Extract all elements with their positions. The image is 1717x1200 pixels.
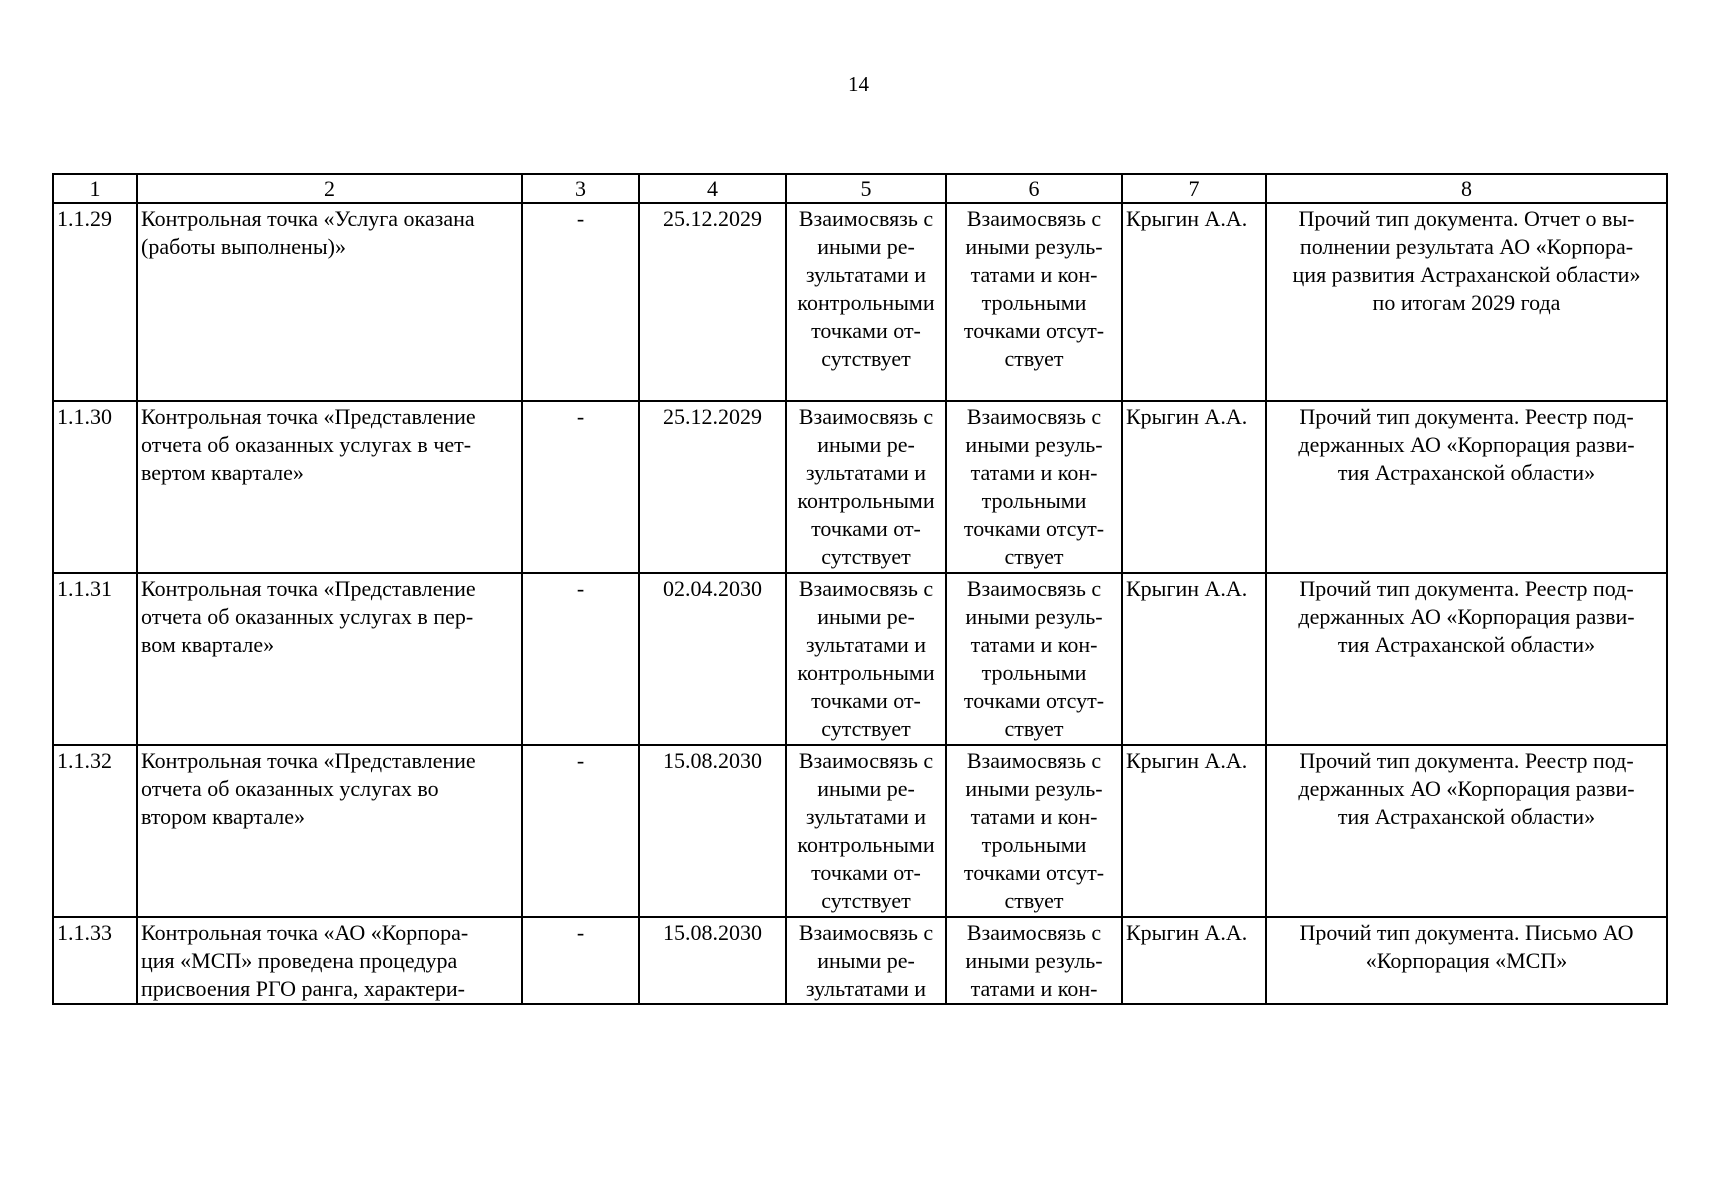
cell-text-line: (работы выполнены)» bbox=[141, 234, 346, 259]
column-header-2: 2 bbox=[137, 174, 522, 203]
table-body bbox=[53, 203, 1667, 1004]
cell-text-line: ствует bbox=[1004, 888, 1064, 913]
cell-text-line: татами и кон- bbox=[970, 976, 1098, 1001]
cell-text-line: трольными bbox=[981, 660, 1087, 685]
cell-date: 15.08.2030 bbox=[639, 745, 786, 917]
cell-text-line: держанных АО «Корпорация разви- bbox=[1298, 776, 1635, 801]
cell-responsible: Крыгин А.А. bbox=[1122, 745, 1266, 917]
cell-relation-results bbox=[786, 573, 946, 745]
cell-text-line: точками от- bbox=[811, 318, 921, 343]
cell-text-line: татами и кон- bbox=[970, 804, 1098, 829]
cell-text-line: зультатами и bbox=[805, 460, 927, 485]
cell-text-line: вертом квартале» bbox=[141, 460, 304, 485]
cell-text-line: Прочий тип документа. Реестр под- bbox=[1299, 404, 1634, 429]
cell-text-line: контрольными bbox=[797, 488, 935, 513]
table-row bbox=[53, 401, 1667, 573]
cell-col3: - bbox=[522, 401, 639, 573]
cell-document bbox=[1266, 203, 1667, 401]
cell-text-line: тия Астраханской области» bbox=[1337, 460, 1596, 485]
cell-text-line: точками отсут- bbox=[963, 688, 1105, 713]
cell-number: 1.1.31 bbox=[53, 573, 137, 745]
cell-name bbox=[137, 203, 522, 401]
cell-number: 1.1.32 bbox=[53, 745, 137, 917]
cell-text-line: иными ре- bbox=[817, 604, 915, 629]
cell-text-line: точками отсут- bbox=[963, 516, 1105, 541]
cell-text-line: иными ре- bbox=[817, 948, 915, 973]
cell-text-line: держанных АО «Корпорация разви- bbox=[1298, 604, 1635, 629]
cell-name bbox=[137, 401, 522, 573]
cell-text-line: сутствует bbox=[821, 544, 911, 569]
cell-text-line: ствует bbox=[1004, 544, 1064, 569]
cell-text-line: тия Астраханской области» bbox=[1337, 632, 1596, 657]
cell-number: 1.1.33 bbox=[53, 917, 137, 1004]
cell-text-line: контрольными bbox=[797, 290, 935, 315]
cell-text-line: отчета об оказанных услугах в пер- bbox=[141, 604, 474, 629]
table-row bbox=[53, 917, 1667, 1004]
cell-col3: - bbox=[522, 203, 639, 401]
cell-text-line: иными ре- bbox=[817, 776, 915, 801]
cell-text-line: трольными bbox=[981, 832, 1087, 857]
table-header-row bbox=[53, 174, 1667, 203]
column-header-7: 7 bbox=[1122, 174, 1266, 203]
cell-text-line: Взаимосвязь с bbox=[798, 404, 934, 429]
cell-text-line: Прочий тип документа. Отчет о вы- bbox=[1298, 206, 1635, 231]
cell-text-line: Контрольная точка «Представление bbox=[141, 748, 476, 773]
cell-text-line: ция развития Астраханской области» bbox=[1292, 262, 1641, 287]
cell-text-line: сутствует bbox=[821, 346, 911, 371]
cell-text-line: Взаимосвязь с bbox=[798, 920, 934, 945]
page-number: 14 bbox=[848, 72, 869, 96]
cell-date: 15.08.2030 bbox=[639, 917, 786, 1004]
cell-relation-results bbox=[786, 401, 946, 573]
cell-relation-control-points bbox=[946, 917, 1122, 1004]
cell-text-line: по итогам 2029 года bbox=[1372, 290, 1561, 315]
column-header-8: 8 bbox=[1266, 174, 1667, 203]
cell-text-line: зультатами и bbox=[805, 804, 927, 829]
cell-document bbox=[1266, 745, 1667, 917]
cell-text-line: сутствует bbox=[821, 716, 911, 741]
cell-text-line: ствует bbox=[1004, 716, 1064, 741]
cell-responsible: Крыгин А.А. bbox=[1122, 573, 1266, 745]
column-header-5: 5 bbox=[786, 174, 946, 203]
cell-text-line: втором квартале» bbox=[141, 804, 306, 829]
cell-text-line: ция «МСП» проведена процедура bbox=[141, 948, 458, 973]
cell-text-line: Прочий тип документа. Письмо АО bbox=[1299, 920, 1634, 945]
cell-text-line: вом квартале» bbox=[141, 632, 275, 657]
column-header-6: 6 bbox=[946, 174, 1122, 203]
cell-responsible: Крыгин А.А. bbox=[1122, 401, 1266, 573]
cell-text-line: точками отсут- bbox=[963, 860, 1105, 885]
cell-text-line: зультатами и bbox=[805, 632, 927, 657]
cell-responsible: Крыгин А.А. bbox=[1122, 917, 1266, 1004]
cell-text-line: иными ре- bbox=[817, 432, 915, 457]
cell-date: 25.12.2029 bbox=[639, 401, 786, 573]
control-points-table bbox=[52, 173, 1668, 1005]
column-header-4: 4 bbox=[639, 174, 786, 203]
column-header-1: 1 bbox=[53, 174, 137, 203]
cell-col3: - bbox=[522, 745, 639, 917]
cell-text-line: зультатами и bbox=[805, 262, 927, 287]
cell-text-line: отчета об оказанных услугах во bbox=[141, 776, 439, 801]
cell-text-line: татами и кон- bbox=[970, 460, 1098, 485]
cell-col3: - bbox=[522, 573, 639, 745]
cell-number: 1.1.29 bbox=[53, 203, 137, 401]
cell-text-line: трольными bbox=[981, 290, 1087, 315]
cell-text-line: Прочий тип документа. Реестр под- bbox=[1299, 748, 1634, 773]
cell-col3: - bbox=[522, 917, 639, 1004]
cell-text-line: держанных АО «Корпорация разви- bbox=[1298, 432, 1635, 457]
cell-text-line: иными ре- bbox=[817, 234, 915, 259]
cell-text-line: отчета об оказанных услугах в чет- bbox=[141, 432, 472, 457]
cell-text-line: точками от- bbox=[811, 516, 921, 541]
cell-text-line: Контрольная точка «Услуга оказана bbox=[141, 206, 475, 231]
cell-text-line: Взаимосвязь с bbox=[798, 206, 934, 231]
cell-responsible: Крыгин А.А. bbox=[1122, 203, 1266, 401]
cell-text-line: полнении результата АО «Корпора- bbox=[1299, 234, 1634, 259]
cell-text-line: Взаимосвязь с bbox=[798, 576, 934, 601]
table-row bbox=[53, 203, 1667, 401]
cell-text-line: татами и кон- bbox=[970, 262, 1098, 287]
cell-text-line: Взаимосвязь с bbox=[966, 206, 1102, 231]
table-row bbox=[53, 745, 1667, 917]
cell-text-line: татами и кон- bbox=[970, 632, 1098, 657]
cell-relation-results bbox=[786, 917, 946, 1004]
cell-text-line: точками от- bbox=[811, 860, 921, 885]
cell-text-line: контрольными bbox=[797, 660, 935, 685]
cell-relation-results bbox=[786, 203, 946, 401]
cell-date: 25.12.2029 bbox=[639, 203, 786, 401]
cell-text-line: «Корпорация «МСП» bbox=[1365, 948, 1568, 973]
cell-text-line: Взаимосвязь с bbox=[966, 748, 1102, 773]
cell-document bbox=[1266, 573, 1667, 745]
cell-text-line: сутствует bbox=[821, 888, 911, 913]
cell-text-line: иными резуль- bbox=[965, 776, 1103, 801]
cell-text-line: трольными bbox=[981, 488, 1087, 513]
cell-relation-control-points bbox=[946, 203, 1122, 401]
cell-text-line: иными резуль- bbox=[965, 948, 1103, 973]
cell-name bbox=[137, 573, 522, 745]
cell-relation-results bbox=[786, 745, 946, 917]
cell-text-line: Контрольная точка «АО «Корпора- bbox=[141, 920, 469, 945]
cell-document bbox=[1266, 917, 1667, 1004]
cell-name bbox=[137, 745, 522, 917]
cell-text-line: иными резуль- bbox=[965, 432, 1103, 457]
cell-relation-control-points bbox=[946, 745, 1122, 917]
cell-text-line: Взаимосвязь с bbox=[798, 748, 934, 773]
cell-text-line: Контрольная точка «Представление bbox=[141, 404, 476, 429]
column-header-3: 3 bbox=[522, 174, 639, 203]
cell-text-line: Взаимосвязь с bbox=[966, 404, 1102, 429]
cell-text-line: контрольными bbox=[797, 832, 935, 857]
cell-relation-control-points bbox=[946, 573, 1122, 745]
cell-text-line: Взаимосвязь с bbox=[966, 576, 1102, 601]
cell-text-line: зультатами и bbox=[805, 976, 927, 1001]
cell-name bbox=[137, 917, 522, 1004]
cell-date: 02.04.2030 bbox=[639, 573, 786, 745]
cell-relation-control-points bbox=[946, 401, 1122, 573]
cell-document bbox=[1266, 401, 1667, 573]
cell-text-line: тия Астраханской области» bbox=[1337, 804, 1596, 829]
cell-text-line: точками от- bbox=[811, 688, 921, 713]
cell-text-line: точками отсут- bbox=[963, 318, 1105, 343]
cell-text-line: присвоения РГО ранга, характери- bbox=[141, 976, 465, 1001]
cell-text-line: Прочий тип документа. Реестр под- bbox=[1299, 576, 1634, 601]
cell-text-line: иными резуль- bbox=[965, 234, 1103, 259]
cell-text-line: Контрольная точка «Представление bbox=[141, 576, 476, 601]
cell-text-line: иными резуль- bbox=[965, 604, 1103, 629]
cell-text-line: ствует bbox=[1004, 346, 1064, 371]
cell-text-line: Взаимосвязь с bbox=[966, 920, 1102, 945]
cell-number: 1.1.30 bbox=[53, 401, 137, 573]
table-row bbox=[53, 573, 1667, 745]
